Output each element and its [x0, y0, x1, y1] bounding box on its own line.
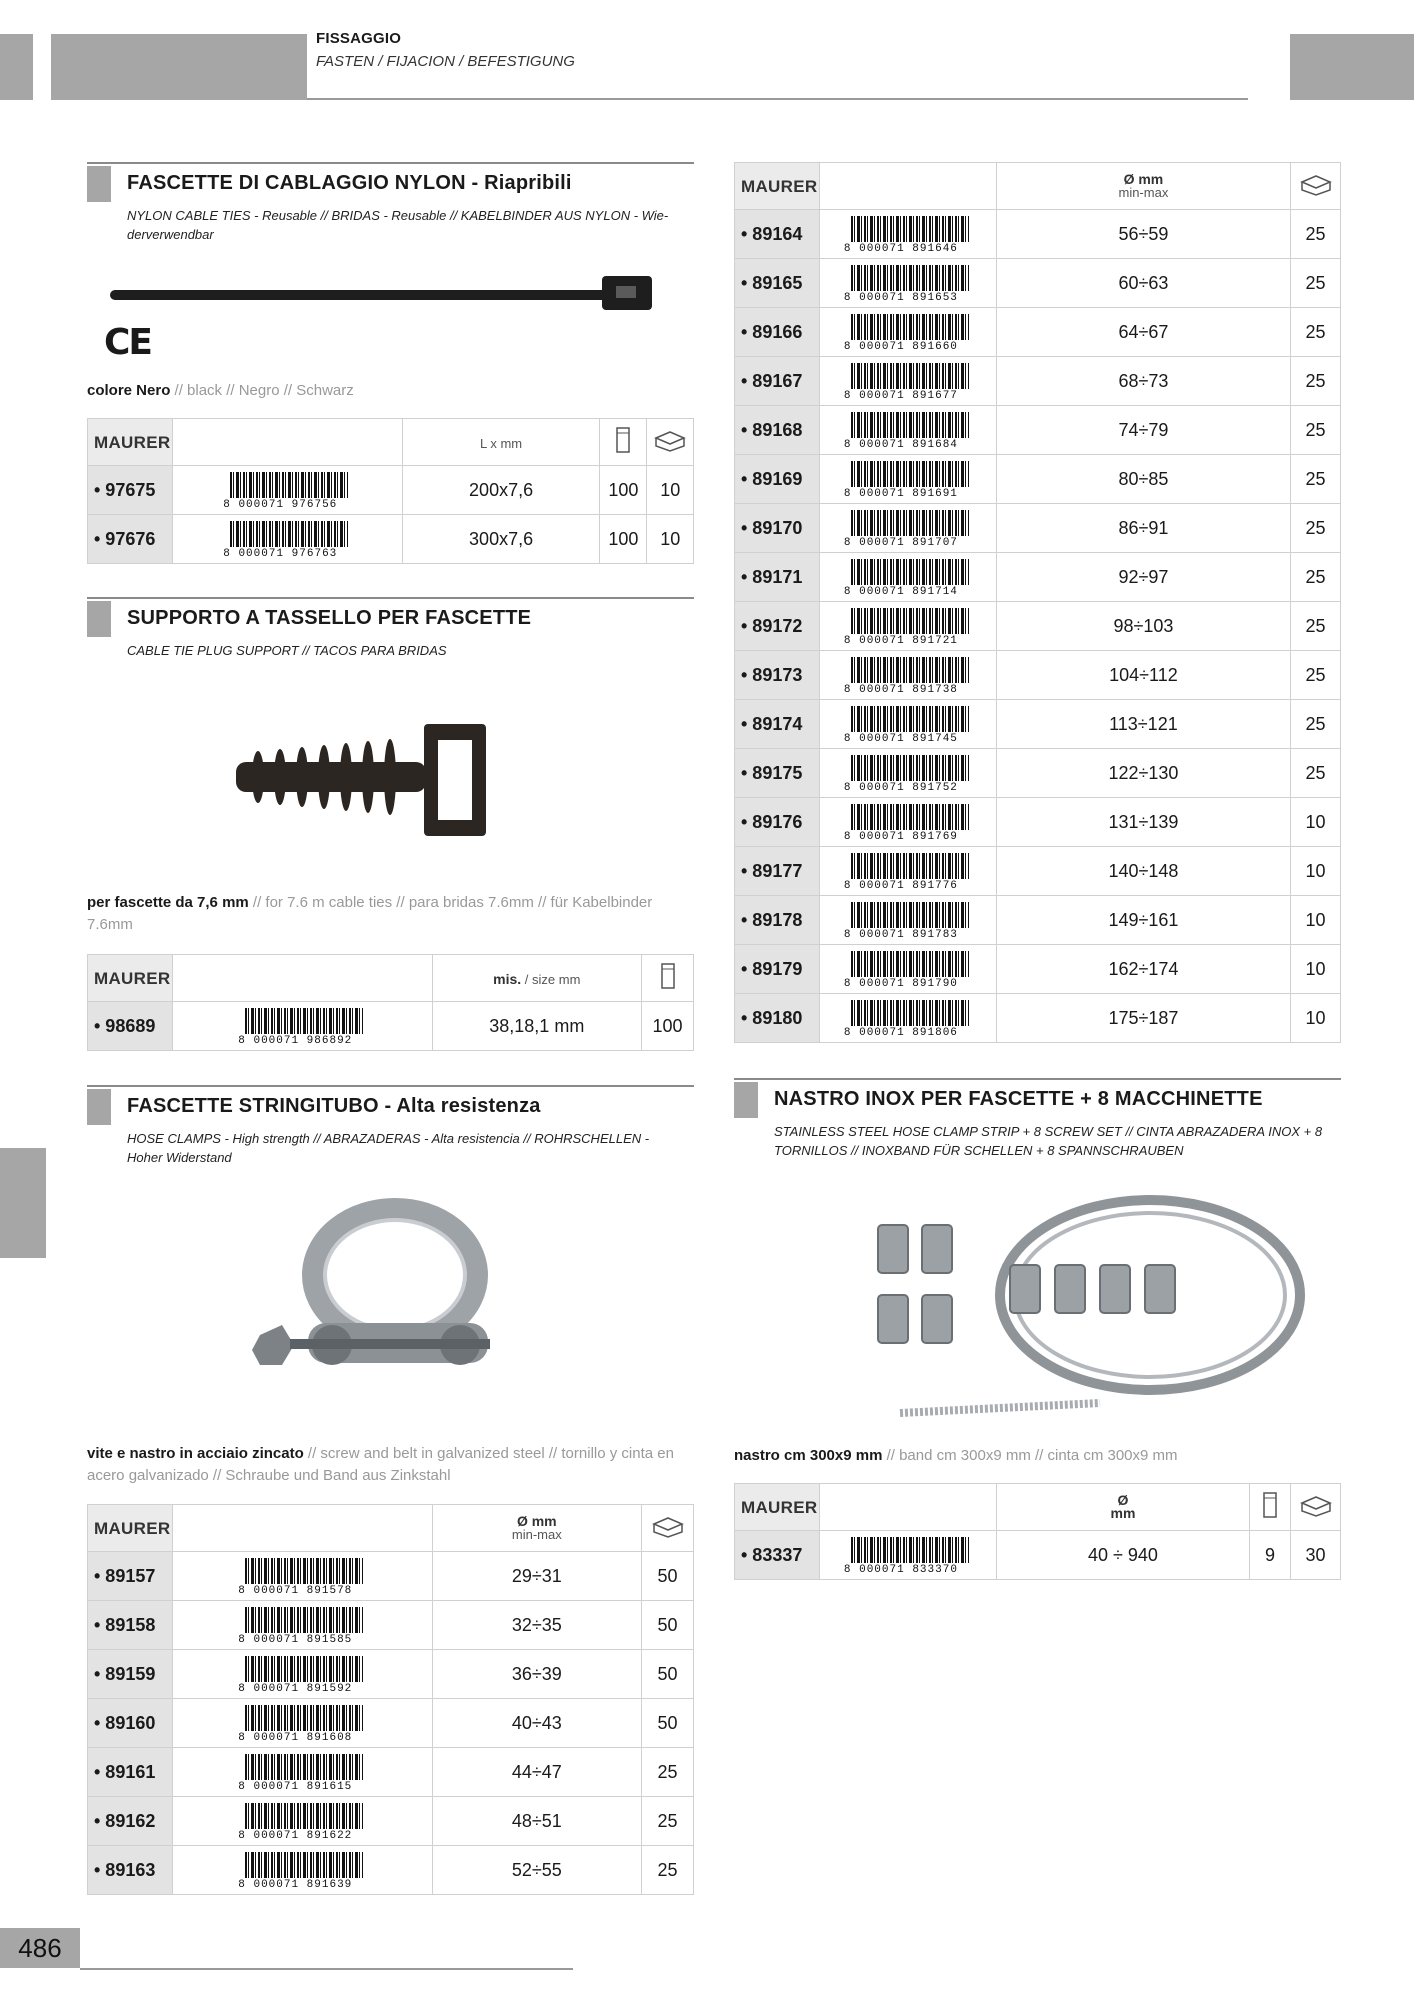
- ce-mark-icon: CE: [104, 322, 152, 363]
- barcode: 8 000071 891639: [172, 1846, 432, 1895]
- box-qty: 25: [1291, 455, 1341, 504]
- product-code: • 89158: [88, 1601, 173, 1650]
- barcode: 8 000071 891585: [172, 1601, 432, 1650]
- product-code: • 89157: [88, 1552, 173, 1601]
- product-code: • 89178: [735, 896, 820, 945]
- diameter-header-cell: Ø mm min-max: [996, 163, 1290, 210]
- empty-header-cell: [172, 955, 432, 1002]
- note-rest: // black // Negro // Schwarz: [170, 382, 354, 399]
- pack-qty: 100: [600, 515, 647, 564]
- box-icon: [1291, 163, 1341, 210]
- barcode: 8 000071 891721: [819, 602, 996, 651]
- size-cell: 40 ÷ 940: [996, 1531, 1249, 1580]
- pack-qty: 9: [1250, 1531, 1291, 1580]
- table-row: [735, 455, 1341, 504]
- box-qty: 25: [642, 1846, 694, 1895]
- hose-clamps-table: [87, 1504, 694, 1895]
- barcode: 8 000071 891660: [819, 308, 996, 357]
- table-header-row: [735, 163, 1341, 210]
- header-rule: [307, 98, 1248, 100]
- table-row: [735, 896, 1341, 945]
- product-code: • 89180: [735, 994, 820, 1043]
- barcode: 8 000071 976763: [172, 515, 402, 564]
- note-rest: // screw and belt in galvanized steel // tornillo y cinta en acero galvanizado // Schraube und Band aus Zinkstahl: [87, 1445, 674, 1484]
- table-row: [735, 553, 1341, 602]
- barcode: 8 000071 986892: [172, 1002, 432, 1051]
- barcode: 8 000071 891684: [819, 406, 996, 455]
- box-qty: 25: [1291, 749, 1341, 798]
- page-number: 486: [0, 1928, 80, 1968]
- table-row: [735, 847, 1341, 896]
- box-qty: 25: [1291, 651, 1341, 700]
- barcode: 8 000071 891776: [819, 847, 996, 896]
- table-row: [735, 749, 1341, 798]
- table-row: [88, 1699, 694, 1748]
- empty-header-cell: [819, 163, 996, 210]
- product-code: • 89163: [88, 1846, 173, 1895]
- hose-clamps-rows: [88, 1552, 694, 1895]
- cable-ties-table: [87, 418, 694, 564]
- empty-header-cell: [172, 419, 402, 466]
- page-category-subtitle: FASTEN / FIJACION / BEFESTIGUNG: [316, 53, 575, 70]
- corner-block-left: [0, 34, 33, 100]
- table-row: [88, 1552, 694, 1601]
- section-rule: [734, 1078, 1341, 1080]
- product-code: • 89167: [735, 357, 820, 406]
- section-tab: [87, 601, 111, 637]
- product-code: • 97675: [88, 466, 173, 515]
- barcode: 8 000071 891752: [819, 749, 996, 798]
- plug-support-table: [87, 954, 694, 1051]
- box-qty: 10: [1291, 945, 1341, 994]
- hose-clamps-continued-rows: [735, 210, 1341, 1043]
- section-cable-ties: [87, 162, 694, 242]
- size-cell: 98÷103: [996, 602, 1290, 651]
- pack-unit-icon: [600, 419, 647, 466]
- section-title: NASTRO INOX PER FASCETTE + 8 MACCHINETTE: [774, 1088, 1263, 1110]
- section-plug-support: [87, 597, 694, 658]
- product-code: • 89175: [735, 749, 820, 798]
- table-row: [88, 1846, 694, 1895]
- barcode: 8 000071 891714: [819, 553, 996, 602]
- product-code: • 89165: [735, 259, 820, 308]
- section-rule: [87, 1085, 694, 1087]
- table-header-row: [88, 419, 694, 466]
- table-row: [735, 406, 1341, 455]
- box-icon: [1291, 1484, 1341, 1531]
- section-rule: [87, 162, 694, 164]
- box-qty: 10: [647, 466, 694, 515]
- cable-tie-image: [108, 272, 668, 322]
- box-qty: 25: [642, 1748, 694, 1797]
- section-subtitle: STAINLESS STEEL HOSE CLAMP STRIP + 8 SCREW SET // CINTA ABRAZADERA INOX + 8 TORNILLOS // INOXBAND FÜR SCHELLEN + 8 SPANNSCHRAUBEN: [774, 1124, 1323, 1158]
- size-cell: 149÷161: [996, 896, 1290, 945]
- table-row: [88, 1748, 694, 1797]
- size-cell: 48÷51: [432, 1797, 641, 1846]
- size-cell: 113÷121: [996, 700, 1290, 749]
- box-qty: 50: [642, 1699, 694, 1748]
- table-row: [88, 1797, 694, 1846]
- table-row: [735, 1531, 1341, 1580]
- plug-support-note: [87, 892, 687, 936]
- size-cell: 300x7,6: [402, 515, 599, 564]
- barcode: 8 000071 891608: [172, 1699, 432, 1748]
- table-row: [735, 651, 1341, 700]
- section-subtitle: NYLON CABLE TIES - Reusable // BRIDAS - Reusable // KABELBINDER AUS NYLON - Wie-derverwendbar: [127, 208, 669, 242]
- product-code: • 83337: [735, 1531, 820, 1580]
- table-row: [735, 259, 1341, 308]
- size-cell: 175÷187: [996, 994, 1290, 1043]
- barcode: 8 000071 891769: [819, 798, 996, 847]
- section-tab: [734, 1082, 758, 1118]
- note-bold: nastro cm 300x9 mm: [734, 1447, 883, 1464]
- table-row: [735, 798, 1341, 847]
- size-cell: 122÷130: [996, 749, 1290, 798]
- section-subtitle: CABLE TIE PLUG SUPPORT // TACOS PARA BRIDAS: [127, 643, 447, 658]
- size-cell: 86÷91: [996, 504, 1290, 553]
- box-qty: 25: [1291, 504, 1341, 553]
- product-code: • 98689: [88, 1002, 173, 1051]
- brand-logo: MAURER: [94, 432, 171, 452]
- product-code: • 89172: [735, 602, 820, 651]
- barcode: 8 000071 891783: [819, 896, 996, 945]
- brand-cell: [88, 955, 173, 1002]
- section-title: FASCETTE STRINGITUBO - Alta resistenza: [127, 1095, 541, 1117]
- note-rest: // band cm 300x9 mm // cinta cm 300x9 mm: [882, 1447, 1178, 1464]
- size-cell: 60÷63: [996, 259, 1290, 308]
- inox-strip-note: [734, 1445, 1341, 1467]
- box-qty: 10: [1291, 994, 1341, 1043]
- box-qty: 10: [1291, 896, 1341, 945]
- size-cell: 44÷47: [432, 1748, 641, 1797]
- brand-cell: [88, 1505, 173, 1552]
- product-code: • 89166: [735, 308, 820, 357]
- size-header-cell: L x mm: [402, 419, 599, 466]
- section-subtitle: HOSE CLAMPS - High strength // ABRAZADERAS - Alta resistencia // ROHRSCHELLEN - Hoher Widerstand: [127, 1131, 650, 1165]
- barcode: 8 000071 891615: [172, 1748, 432, 1797]
- section-hose-clamps: [87, 1085, 694, 1165]
- table-row: [88, 466, 694, 515]
- product-code: • 89174: [735, 700, 820, 749]
- brand-cell: [735, 1484, 820, 1531]
- box-qty: 50: [642, 1601, 694, 1650]
- pack-unit-icon: [642, 955, 694, 1002]
- box-icon: [647, 419, 694, 466]
- table-row: [88, 1002, 694, 1051]
- product-code: • 89168: [735, 406, 820, 455]
- table-row: [735, 602, 1341, 651]
- size-cell: 32÷35: [432, 1601, 641, 1650]
- barcode: 8 000071 891707: [819, 504, 996, 553]
- box-qty: 50: [642, 1552, 694, 1601]
- table-row: [88, 1650, 694, 1699]
- size-cell: 38,18,1 mm: [432, 1002, 642, 1051]
- hose-clamp-image: [250, 1195, 540, 1395]
- barcode: 8 000071 833370: [819, 1531, 996, 1580]
- size-cell: 40÷43: [432, 1699, 641, 1748]
- box-qty: 25: [1291, 357, 1341, 406]
- size-cell: 92÷97: [996, 553, 1290, 602]
- note-rest: // for 7.6 m cable ties // para bridas 7.6mm // für Kabelbinder 7.6mm: [87, 894, 653, 933]
- pack-qty: 100: [642, 1002, 694, 1051]
- product-code: • 89173: [735, 651, 820, 700]
- box-qty: 30: [1291, 1531, 1341, 1580]
- brand-cell: [88, 419, 173, 466]
- brand-logo: MAURER: [94, 1518, 171, 1538]
- size-cell: 104÷112: [996, 651, 1290, 700]
- barcode: 8 000071 891677: [819, 357, 996, 406]
- section-inox-strip: [734, 1078, 1341, 1158]
- hose-clamps-continued-table: [734, 162, 1341, 1043]
- table-row: [735, 994, 1341, 1043]
- product-code: • 89179: [735, 945, 820, 994]
- box-qty: 25: [1291, 602, 1341, 651]
- size-cell: 64÷67: [996, 308, 1290, 357]
- barcode: 8 000071 891646: [819, 210, 996, 259]
- table-row: [735, 504, 1341, 553]
- barcode: 8 000071 891592: [172, 1650, 432, 1699]
- hose-clamps-note: [87, 1443, 694, 1487]
- product-code: • 89164: [735, 210, 820, 259]
- product-code: • 89161: [88, 1748, 173, 1797]
- table-row: [735, 700, 1341, 749]
- section-title: SUPPORTO A TASSELLO PER FASCETTE: [127, 607, 532, 629]
- note-bold: per fascette da 7,6 mm: [87, 894, 249, 911]
- diameter-header-cell: Ø mm min-max: [432, 1505, 641, 1552]
- size-cell: 200x7,6: [402, 466, 599, 515]
- size-cell: 162÷174: [996, 945, 1290, 994]
- table-row: [735, 210, 1341, 259]
- box-qty: 25: [1291, 553, 1341, 602]
- pack-qty: 100: [600, 466, 647, 515]
- table-header-row: [735, 1484, 1341, 1531]
- table-header-row: [88, 955, 694, 1002]
- box-qty: 10: [647, 515, 694, 564]
- section-rule: [87, 597, 694, 599]
- barcode: 8 000071 891653: [819, 259, 996, 308]
- cable-ties-color-note: [87, 380, 687, 402]
- size-header-cell: mis. / size mm: [432, 955, 642, 1002]
- box-qty: 25: [642, 1797, 694, 1846]
- barcode: 8 000071 891622: [172, 1797, 432, 1846]
- size-cell: 80÷85: [996, 455, 1290, 504]
- box-qty: 25: [1291, 406, 1341, 455]
- barcode: 8 000071 891738: [819, 651, 996, 700]
- barcode: 8 000071 891745: [819, 700, 996, 749]
- diameter-header-cell: Ø mm: [996, 1484, 1249, 1531]
- table-header-row: [88, 1505, 694, 1552]
- size-cell: 74÷79: [996, 406, 1290, 455]
- table-row: [735, 357, 1341, 406]
- table-row: [735, 945, 1341, 994]
- note-bold: colore Nero: [87, 382, 171, 399]
- note-bold: vite e nastro in acciaio zincato: [87, 1445, 304, 1462]
- product-code: • 89177: [735, 847, 820, 896]
- empty-header-cell: [819, 1484, 996, 1531]
- barcode: 8 000071 891691: [819, 455, 996, 504]
- brand-logo: MAURER: [741, 176, 818, 196]
- table-row: [735, 308, 1341, 357]
- table-row: [88, 515, 694, 564]
- product-code: • 89170: [735, 504, 820, 553]
- side-tab: [0, 1148, 46, 1258]
- barcode: 8 000071 891790: [819, 945, 996, 994]
- box-qty: 25: [1291, 308, 1341, 357]
- product-code: • 97676: [88, 515, 173, 564]
- brand-cell: [735, 163, 820, 210]
- box-qty: 50: [642, 1650, 694, 1699]
- empty-header-cell: [172, 1505, 432, 1552]
- box-qty: 10: [1291, 798, 1341, 847]
- box-qty: 25: [1291, 259, 1341, 308]
- product-code: • 89171: [735, 553, 820, 602]
- size-cell: 52÷55: [432, 1846, 641, 1895]
- footer-rule: [80, 1968, 573, 1970]
- section-tab: [87, 166, 111, 202]
- size-cell: 56÷59: [996, 210, 1290, 259]
- size-cell: 131÷139: [996, 798, 1290, 847]
- barcode: 8 000071 976756: [172, 466, 402, 515]
- size-cell: 36÷39: [432, 1650, 641, 1699]
- product-code: • 89160: [88, 1699, 173, 1748]
- product-code: • 89169: [735, 455, 820, 504]
- section-tab: [87, 1089, 111, 1125]
- pack-unit-icon: [1250, 1484, 1291, 1531]
- barcode: 8 000071 891806: [819, 994, 996, 1043]
- barcode: 8 000071 891578: [172, 1552, 432, 1601]
- table-row: [88, 1601, 694, 1650]
- inox-strip-table: [734, 1483, 1341, 1580]
- box-icon: [642, 1505, 694, 1552]
- size-cell: 29÷31: [432, 1552, 641, 1601]
- product-code: • 89176: [735, 798, 820, 847]
- brand-logo: MAURER: [94, 968, 171, 988]
- box-qty: 10: [1291, 847, 1341, 896]
- header-block: [51, 34, 307, 100]
- size-cell: 68÷73: [996, 357, 1290, 406]
- size-cell: 140÷148: [996, 847, 1290, 896]
- page-category-title: FISSAGGIO: [316, 30, 402, 47]
- brand-logo: MAURER: [741, 1497, 818, 1517]
- section-title: FASCETTE DI CABLAGGIO NYLON - Riapribili: [127, 172, 572, 194]
- product-code: • 89159: [88, 1650, 173, 1699]
- corner-block-right: [1290, 34, 1414, 100]
- inox-strip-image: [860, 1185, 1330, 1425]
- box-qty: 25: [1291, 210, 1341, 259]
- product-code: • 89162: [88, 1797, 173, 1846]
- plug-support-image: [228, 712, 548, 842]
- box-qty: 25: [1291, 700, 1341, 749]
